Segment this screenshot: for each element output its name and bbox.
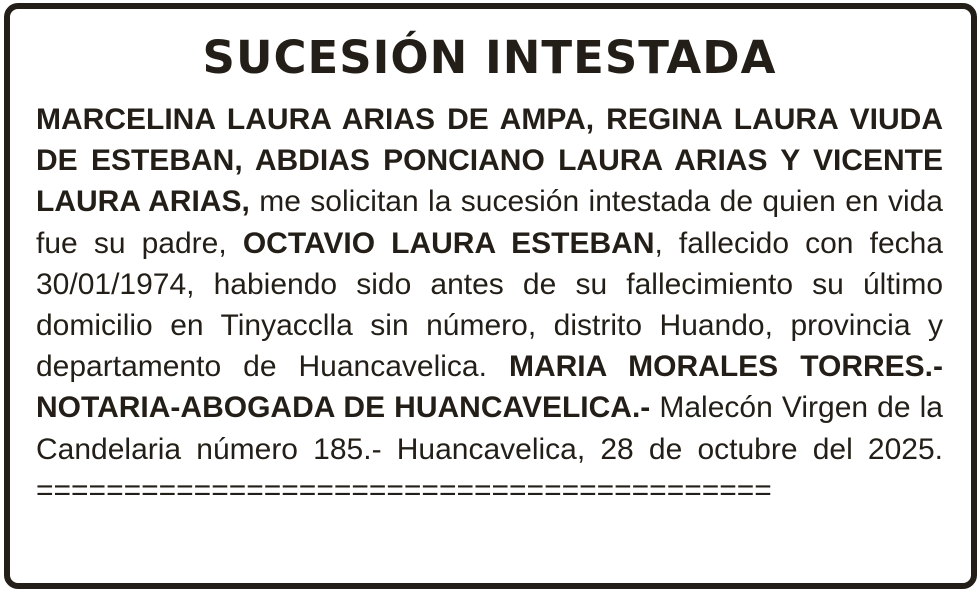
- terminator-line: ==========================================: [36, 473, 772, 507]
- notice-body: [36, 99, 943, 511]
- petitioner-names: MARCELINA LAURA ARIAS DE AMPA, REGINA LAURA VIUDA DE ESTEBAN, ABDIAS PONCIANO LAURA ARIAS Y VICENTE LAURA ARIAS,: [36, 103, 943, 219]
- notice-title: SUCESIÓN INTESTADA: [202, 31, 777, 84]
- notary-name: MARIA MORALES TORRES.- NOTARIA-ABOGADA DE HUANCAVELICA.-: [36, 350, 943, 425]
- address-text: Malecón Virgen de la Candelaria número 185.- Huancavelica, 28 de octubre del 2025.: [36, 391, 943, 466]
- request-text: me solicitan la sucesión intestada de quien en vida fue su padre,: [36, 185, 943, 260]
- deceased-name: OCTAVIO LAURA ESTEBAN: [242, 226, 655, 260]
- details-text: , fallecido con fecha 30/01/1974, habiendo sido antes de su fallecimiento su último domicilio en Tinyacclla sin número, distrito Huando, provincia y departamento de Huancavelica.: [36, 226, 943, 384]
